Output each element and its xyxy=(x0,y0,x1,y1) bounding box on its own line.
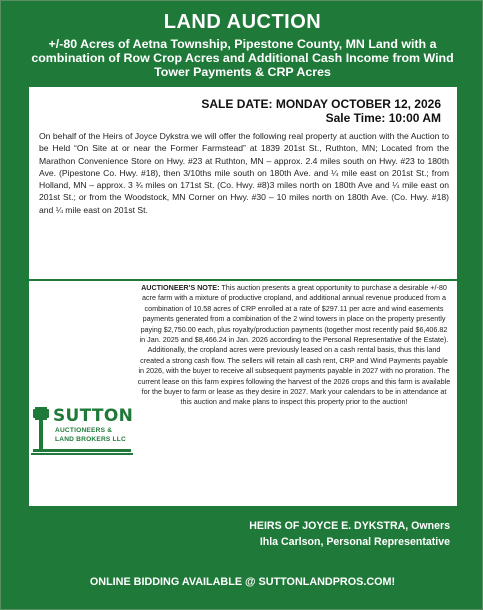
details-panel xyxy=(29,87,457,279)
logo-tagline-2: LAND BROKERS LLC xyxy=(55,436,126,443)
owners-line: HEIRS OF JOYCE E. DYKSTRA, Owners xyxy=(249,520,450,532)
note-label: AUCTIONEER'S NOTE: xyxy=(141,283,220,292)
note-text: This auction presents a great opportunity to purchase a desirable +/-80 acre farm with a mixture of productive cropland, and additional annual revenue produced from a combination of 10.58 acres of CRP enrolled at a rate of $297.11 per acre and wind easements payments generated from a combination of the 2 wind towers in place on the property presently paying $2,750.00 each, plus royalty/production payments (together most recently paid $6,406.82 in Jan. 2025 and $8,466.24 in Jan. 2026 according to the Personal Representative of the Estate). Additionally, the cropland acres were previously leased on a cash rental basis, thus this land created a strong cash flow. The sellers will retain all cash rent, CRP and Wind Payments payable in 2026, with the buyer to receive all subsequent payments payable in 2027 with no proration. The current lease on this farm expires following the harvest of the 2026 crops and this farm is available for the buyer to farm or lease as they desire in 2027. Mark your calendars to be in attendance at this auction and make plans to inspect this property prior to the auction! xyxy=(137,283,451,407)
sutton-logo xyxy=(31,405,135,467)
logo-wordmark: SUTTON xyxy=(53,406,134,426)
online-bidding-banner: ONLINE BIDDING AVAILABLE @ SUTTONLANDPROS.COM! xyxy=(89,576,396,588)
auction-title: LAND AUCTION xyxy=(163,11,322,33)
website-link[interactable]: www.suttonlandpros.com xyxy=(309,260,437,272)
logo-tagline-1: AUCTIONEERS & xyxy=(55,427,113,434)
representative-line: Ihla Carlson, Personal Representative xyxy=(259,536,450,548)
auctioneers-note xyxy=(137,283,451,408)
sale-date: SALE DATE: MONDAY OCTOBER 12, 2026 xyxy=(201,97,441,111)
note-panel xyxy=(29,281,457,506)
sale-time: Sale Time: 10:00 AM xyxy=(325,111,441,125)
auction-subtitle: +/-80 Acres of Aetna Township, Pipestone County, MN Land with a combination of Row Crop Acres and Additional Cash Income from Wind Tower Payments & CRP Acres xyxy=(31,37,454,79)
location-description: On behalf of the Heirs of Joyce Dykstra we will offer the following real property at auction with the Auction to be Held “On Site at or near the Former Farmstead” at 1839 201st St., Ruthton, MN; Located from the Marathon Convenience Store on Hwy. #23 at Ruthton, MN – approx. 2.4 miles south on Hwy. #23 to 180th Ave. (Pipestone Co. Hwy. #18), then 3/10ths mile south on 180th Ave. and ¼ mile east on 201st St.; from Holland, MN – approx. 3 ¾ miles on 171st St. (Co. Hwy. #8)3 miles north on 180th Ave and ¼ mile east on 201st St.; or from the Woodstock, MN Corner on Hwy. #30 – 10 miles north on 180th Ave. (Co. Hwy. #18) and ¼ mile east on 201st St. xyxy=(39,131,449,215)
